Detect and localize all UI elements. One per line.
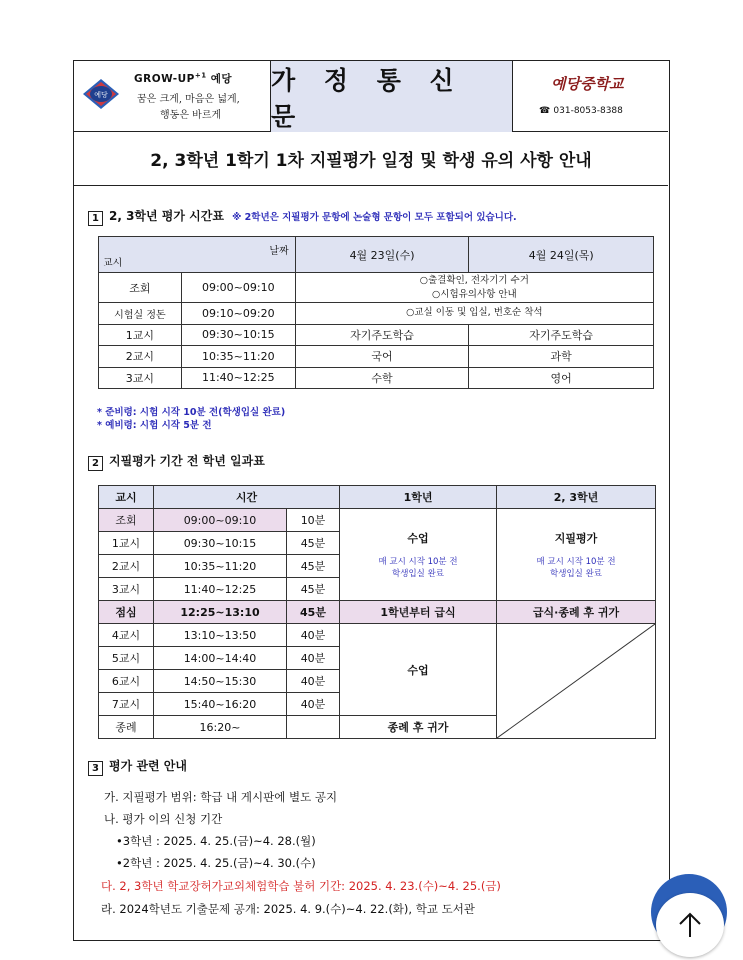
table1-day1: 4월 23일(수) xyxy=(295,237,469,273)
duration-cell: 40분 xyxy=(287,670,340,693)
subject-cell: 자기주도학습 xyxy=(469,324,654,346)
subject-cell: 국어 xyxy=(295,346,469,368)
grade1-morning-label: 수업 xyxy=(407,531,429,545)
table2-head-period: 교시 xyxy=(99,486,154,509)
note-cell: ○교실 이동 및 입실, 번호순 착석 xyxy=(295,303,653,325)
exam-schedule-table xyxy=(98,236,654,389)
brand-block xyxy=(74,61,271,132)
grade23-morning-note: 학생입실 완료 xyxy=(550,568,602,579)
scroll-top-button[interactable] xyxy=(656,893,724,957)
time-cell: 09:10~09:20 xyxy=(181,303,295,325)
duration-cell xyxy=(287,716,340,739)
phone-icon: ☎ xyxy=(539,106,551,116)
table1-head-period: 교시 xyxy=(103,258,123,269)
period-cell: 점심 xyxy=(99,601,154,624)
time-cell: 12:25~13:10 xyxy=(154,601,287,624)
time-cell: 10:35~11:20 xyxy=(154,555,287,578)
phone-number: 031-8053-8388 xyxy=(553,106,623,116)
brand-sup: +1 xyxy=(194,71,207,80)
duration-cell: 40분 xyxy=(287,624,340,647)
table-row xyxy=(99,324,654,346)
section2-heading xyxy=(88,452,265,471)
grade1-afternoon-cell: 수업 xyxy=(340,624,497,716)
brand-name xyxy=(134,71,232,86)
brand-suffix: 예당 xyxy=(210,73,233,85)
duration-cell: 45분 xyxy=(287,601,340,624)
time-cell: 09:30~10:15 xyxy=(181,324,295,346)
grade23-morning-label: 지필평가 xyxy=(554,531,598,545)
grade1-morning-cell xyxy=(340,509,497,601)
exam-bullets xyxy=(97,406,285,432)
subject-cell: 자기주도학습 xyxy=(295,324,469,346)
table-row xyxy=(99,624,656,647)
time-cell: 13:10~13:50 xyxy=(154,624,287,647)
duration-cell: 45분 xyxy=(287,555,340,578)
table-row xyxy=(99,367,654,389)
time-cell: 15:40~16:20 xyxy=(154,693,287,716)
time-cell: 14:50~15:30 xyxy=(154,670,287,693)
table2-head-grade1: 1학년 xyxy=(340,486,497,509)
grade23-morning-note: 매 교시 시작 10분 전 xyxy=(536,556,616,567)
period-cell: 2교시 xyxy=(99,555,154,578)
document-title: 2, 3학년 1학기 1차 지필평가 일정 및 학생 유의 사항 안내 xyxy=(74,132,668,186)
duration-cell: 40분 xyxy=(287,693,340,716)
time-cell: 11:40~12:25 xyxy=(154,578,287,601)
grade1-end-cell: 종례 후 귀가 xyxy=(340,716,497,739)
duration-cell: 10분 xyxy=(287,509,340,532)
grade1-morning-note: 학생입실 완료 xyxy=(392,568,444,579)
period-cell: 4교시 xyxy=(99,624,154,647)
table-row xyxy=(99,509,656,532)
bullet-warning: * 예비령: 시험 시작 5분 전 xyxy=(97,420,212,431)
time-cell: 16:20~ xyxy=(154,716,287,739)
section3-number: 3 xyxy=(88,761,103,776)
time-cell: 09:30~10:15 xyxy=(154,532,287,555)
subject-cell: 수학 xyxy=(295,367,469,389)
slogan-line1: 꿈은 크게, 마음은 넓게, xyxy=(137,94,240,105)
section1-note: ※ 2학년은 지필평가 문항에 논술형 문항이 모두 포함되어 있습니다. xyxy=(232,212,517,223)
grade23-morning-cell xyxy=(497,509,656,601)
period-cell: 1교시 xyxy=(99,324,182,346)
period-cell: 1교시 xyxy=(99,532,154,555)
period-cell: 5교시 xyxy=(99,647,154,670)
table1-corner-header xyxy=(99,237,296,273)
section3-title: 평가 관련 안내 xyxy=(109,759,187,773)
section2-number: 2 xyxy=(88,456,103,471)
info-appeal-grade3: •3학년 : 2025. 4. 25.(금)~4. 28.(월) xyxy=(116,834,316,848)
school-phone xyxy=(539,105,623,116)
slogan-line2: 행동은 바르게 xyxy=(160,110,222,121)
period-cell: 6교시 xyxy=(99,670,154,693)
time-cell: 09:00~09:10 xyxy=(154,509,287,532)
table-row xyxy=(99,601,656,624)
notice-header xyxy=(74,61,668,132)
section2-title: 지필평가 기간 전 학년 일과표 xyxy=(109,454,265,468)
brand-text: GROW-UP xyxy=(134,73,195,85)
table2-head-time: 시간 xyxy=(154,486,340,509)
subject-cell: 영어 xyxy=(469,367,654,389)
note-cell xyxy=(295,273,653,303)
period-cell: 3교시 xyxy=(99,367,182,389)
grade1-lunch-cell: 1학년부터 급식 xyxy=(340,601,497,624)
grade1-morning-note: 매 교시 시작 10분 전 xyxy=(378,556,458,567)
daily-schedule-table xyxy=(98,485,656,739)
info-scope: 가. 지필평가 범위: 학급 내 게시판에 별도 공지 xyxy=(104,790,338,804)
info-appeal-period: 나. 평가 이의 신청 기간 xyxy=(104,812,223,826)
period-cell: 7교시 xyxy=(99,693,154,716)
time-cell: 11:40~12:25 xyxy=(181,367,295,389)
note-line: ○시험유의사항 안내 xyxy=(431,288,517,300)
bullet-ready: * 준비령: 시험 시작 10분 전(학생입실 완료) xyxy=(97,407,286,418)
period-cell: 조회 xyxy=(99,273,182,303)
notice-document xyxy=(73,60,670,941)
time-cell: 10:35~11:20 xyxy=(181,346,295,368)
time-cell: 14:00~14:40 xyxy=(154,647,287,670)
school-logo-icon xyxy=(81,78,121,110)
section1-title: 2, 3학년 평가 시간표 xyxy=(109,209,224,223)
period-cell: 3교시 xyxy=(99,578,154,601)
duration-cell: 45분 xyxy=(287,532,340,555)
period-cell: 종례 xyxy=(99,716,154,739)
duration-cell: 40분 xyxy=(287,647,340,670)
info-field-trip-ban: 다. 2, 3학년 학교장허가교외체험학습 불허 기간: 2025. 4. 23.(수)~4. 25.(금) xyxy=(101,879,501,893)
table-row xyxy=(99,303,654,325)
subject-cell: 과학 xyxy=(469,346,654,368)
diagonal-line-icon xyxy=(497,624,655,738)
table-row xyxy=(99,346,654,368)
table1-day2: 4월 24일(목) xyxy=(469,237,654,273)
school-block xyxy=(513,61,668,132)
note-line: ○출결확인, 전자기기 수거 xyxy=(419,274,529,286)
table1-head-date: 날짜 xyxy=(269,246,289,257)
section3-heading xyxy=(88,757,187,776)
info-appeal-grade2: •2학년 : 2025. 4. 25.(금)~4. 30.(수) xyxy=(116,856,316,870)
notice-title: 가 정 통 신 문 xyxy=(271,61,513,132)
duration-cell: 45분 xyxy=(287,578,340,601)
section1-number: 1 xyxy=(88,211,103,226)
school-name: 예당중학교 xyxy=(551,75,624,93)
period-cell: 2교시 xyxy=(99,346,182,368)
table-row xyxy=(99,273,654,303)
period-cell: 시험실 정돈 xyxy=(99,303,182,325)
grade23-lunch-cell: 급식·종례 후 귀가 xyxy=(497,601,656,624)
time-cell: 09:00~09:10 xyxy=(181,273,295,303)
period-cell: 조회 xyxy=(99,509,154,532)
logo-text: 예당 xyxy=(94,91,108,99)
grade23-afternoon-empty-cell xyxy=(497,624,656,739)
info-past-exams: 라. 2024학년도 기출문제 공개: 2025. 4. 9.(수)~4. 22.(화), 학교 도서관 xyxy=(101,902,475,916)
arrow-up-icon xyxy=(677,911,703,939)
section1-heading xyxy=(88,207,517,226)
table2-head-grade23: 2, 3학년 xyxy=(497,486,656,509)
